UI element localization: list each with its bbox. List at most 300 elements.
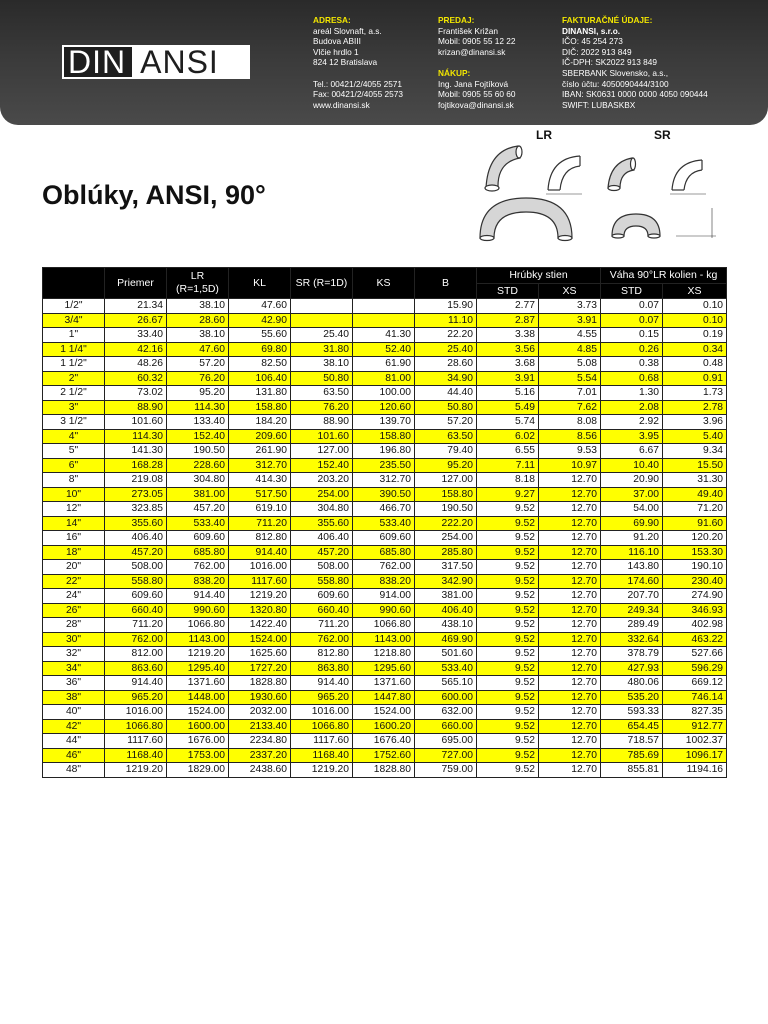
website-link[interactable]: www.dinansi.sk [313,99,370,110]
cell-kg-xs: 0.10 [663,299,727,314]
table-row [43,429,727,444]
col-header-kg-std: STD [601,284,663,299]
table-row [43,705,727,720]
cell-od: 1168.40 [105,748,167,763]
cell-w-std: 9.52 [477,632,539,647]
cell-lr: 133.40 [167,415,229,430]
cell-size: 5" [43,444,105,459]
cell-sr: 152.40 [291,458,353,473]
address-label: ADRESA: [313,15,351,25]
cell-size: 42" [43,719,105,734]
cell-w-std: 9.52 [477,531,539,546]
cell-kg-xs: 527.66 [663,647,727,662]
cell-w-xs: 12.70 [539,589,601,604]
cell-size: 26" [43,603,105,618]
col-header-kg-xs: XS [663,284,727,299]
cell-lr: 38.10 [167,299,229,314]
cell-sr [291,299,353,314]
cell-od: 73.02 [105,386,167,401]
cell-od: 457.20 [105,545,167,560]
cell-lr: 1600.00 [167,719,229,734]
cell-size: 3/4" [43,313,105,328]
cell-kl: 131.80 [229,386,291,401]
table-row [43,719,727,734]
cell-kg-std: 535.20 [601,690,663,705]
table-row [43,516,727,531]
cell-ks: 196.80 [353,444,415,459]
cell-kg-std: 289.49 [601,618,663,633]
cell-od: 88.90 [105,400,167,415]
cell-lr: 57.20 [167,357,229,372]
cell-w-std: 9.52 [477,502,539,517]
cell-sr: 50.80 [291,371,353,386]
header-band [0,0,768,125]
cell-w-std: 9.52 [477,748,539,763]
cell-od: 42.16 [105,342,167,357]
cell-b: 381.00 [415,589,477,604]
cell-lr: 762.00 [167,560,229,575]
elbow-drawing-image [476,128,726,258]
cell-od: 965.20 [105,690,167,705]
address-line: areál Slovnaft, a.s. [313,25,382,36]
cell-lr: 685.80 [167,545,229,560]
billing-line: SBERBANK Slovensko, a.s., [562,67,669,78]
cell-kg-std: 0.07 [601,299,663,314]
table-row [43,342,727,357]
cell-size: 1 1/2" [43,357,105,372]
cell-size: 36" [43,676,105,691]
cell-kg-xs: 912.77 [663,719,727,734]
cell-kl: 42.90 [229,313,291,328]
cell-w-xs: 12.70 [539,531,601,546]
cell-sr: 812.80 [291,647,353,662]
cell-w-std: 5.74 [477,415,539,430]
cell-kl: 414.30 [229,473,291,488]
cell-kl: 1117.60 [229,574,291,589]
cell-kl: 1219.20 [229,589,291,604]
cell-lr: 152.40 [167,429,229,444]
cell-w-std: 9.52 [477,661,539,676]
cell-w-xs: 12.70 [539,676,601,691]
table-row [43,487,727,502]
cell-od: 508.00 [105,560,167,575]
cell-ks: 61.90 [353,357,415,372]
billing-line: DIČ: 2022 913 849 [562,46,632,57]
cell-lr: 1524.00 [167,705,229,720]
cell-size: 1 1/4" [43,342,105,357]
cell-lr: 95.20 [167,386,229,401]
cell-lr: 990.60 [167,603,229,618]
cell-b: 127.00 [415,473,477,488]
cell-kg-xs: 0.19 [663,328,727,343]
cell-size: 16" [43,531,105,546]
cell-kl: 47.60 [229,299,291,314]
cell-kg-xs: 153.30 [663,545,727,560]
cell-w-xs: 12.70 [539,603,601,618]
cell-kl: 106.40 [229,371,291,386]
table-row [43,415,727,430]
cell-w-std: 9.52 [477,705,539,720]
cell-b: 222.20 [415,516,477,531]
cell-size: 32" [43,647,105,662]
billing-line: IČO: 45 254 273 [562,36,623,47]
table-row [43,357,727,372]
cell-w-std: 3.91 [477,371,539,386]
cell-kl: 69.80 [229,342,291,357]
cell-od: 33.40 [105,328,167,343]
cell-w-std: 2.77 [477,299,539,314]
billing-line: IBAN: SK0631 0000 0000 4050 090444 [562,89,708,100]
cell-od: 48.26 [105,357,167,372]
cell-w-xs: 12.70 [539,719,601,734]
cell-sr: 31.80 [291,342,353,357]
cell-sr: 1066.80 [291,719,353,734]
cell-kg-std: 69.90 [601,516,663,531]
purchase-email[interactable]: fojtikova@dinansi.sk [438,99,514,110]
cell-sr: 609.60 [291,589,353,604]
cell-w-xs: 12.70 [539,487,601,502]
cell-ks: 1143.00 [353,632,415,647]
cell-kg-xs: 669.12 [663,676,727,691]
cell-size: 2 1/2" [43,386,105,401]
cell-kg-xs: 31.30 [663,473,727,488]
cell-od: 355.60 [105,516,167,531]
cell-kl: 209.60 [229,429,291,444]
cell-lr: 914.40 [167,589,229,604]
lr-drawing-label: LR [536,128,552,142]
cell-kg-xs: 0.91 [663,371,727,386]
cell-kg-xs: 402.98 [663,618,727,633]
cell-kl: 812.80 [229,531,291,546]
cell-w-std: 9.52 [477,676,539,691]
col-group-wall: Hrúbky stien [477,268,601,284]
cell-od: 1219.20 [105,763,167,778]
cell-kg-std: 207.70 [601,589,663,604]
cell-kg-std: 20.90 [601,473,663,488]
cell-w-xs: 3.91 [539,313,601,328]
cell-size: 30" [43,632,105,647]
cell-kg-std: 3.95 [601,429,663,444]
cell-kl: 619.10 [229,502,291,517]
cell-kl: 158.80 [229,400,291,415]
cell-od: 323.85 [105,502,167,517]
col-header-wall-xs: XS [539,284,601,299]
col-header-b: B [415,268,477,299]
cell-lr: 381.00 [167,487,229,502]
cell-sr: 25.40 [291,328,353,343]
cell-kg-std: 1.30 [601,386,663,401]
cell-ks: 52.40 [353,342,415,357]
cell-kg-std: 332.64 [601,632,663,647]
cell-w-std: 7.11 [477,458,539,473]
cell-b: 632.00 [415,705,477,720]
cell-kl: 2133.40 [229,719,291,734]
cell-sr: 88.90 [291,415,353,430]
cell-kl: 1320.80 [229,603,291,618]
cell-kg-std: 654.45 [601,719,663,734]
table-row [43,632,727,647]
cell-ks: 100.00 [353,386,415,401]
cell-kl: 711.20 [229,516,291,531]
cell-w-std: 6.55 [477,444,539,459]
cell-od: 21.34 [105,299,167,314]
cell-ks: 158.80 [353,429,415,444]
cell-size: 46" [43,748,105,763]
cell-b: 158.80 [415,487,477,502]
cell-od: 558.80 [105,574,167,589]
cell-b: 759.00 [415,763,477,778]
cell-b: 25.40 [415,342,477,357]
billing-line: DINANSI, s.r.o. [562,25,621,36]
cell-od: 60.32 [105,371,167,386]
cell-od: 1066.80 [105,719,167,734]
cell-size: 8" [43,473,105,488]
cell-lr: 1295.40 [167,661,229,676]
cell-kg-std: 54.00 [601,502,663,517]
purchase-line: Ing. Jana Fojtíková [438,78,509,89]
cell-b: 660.00 [415,719,477,734]
cell-sr [291,313,353,328]
cell-lr: 609.60 [167,531,229,546]
cell-lr: 76.20 [167,371,229,386]
purchase-line: Mobil: 0905 55 60 60 [438,89,516,100]
cell-kg-std: 2.08 [601,400,663,415]
cell-kg-std: 855.81 [601,763,663,778]
cell-sr: 965.20 [291,690,353,705]
cell-kl: 312.70 [229,458,291,473]
cell-w-xs: 12.70 [539,763,601,778]
cell-w-xs: 5.08 [539,357,601,372]
cell-kl: 1016.00 [229,560,291,575]
col-header-size [43,268,105,299]
cell-w-xs: 3.73 [539,299,601,314]
cell-w-xs: 8.08 [539,415,601,430]
cell-od: 812.00 [105,647,167,662]
cell-w-xs: 12.70 [539,574,601,589]
cell-ks: 1828.80 [353,763,415,778]
cell-w-xs: 12.70 [539,647,601,662]
cell-od: 660.40 [105,603,167,618]
cell-lr: 38.10 [167,328,229,343]
cell-b: 57.20 [415,415,477,430]
cell-w-std: 5.49 [477,400,539,415]
cell-ks: 1218.80 [353,647,415,662]
fax-text: Fax: 00421/2/4055 2573 [313,89,403,100]
cell-lr: 838.20 [167,574,229,589]
cell-lr: 1829.00 [167,763,229,778]
cell-w-std: 9.52 [477,589,539,604]
cell-kg-xs: 1002.37 [663,734,727,749]
cell-sr: 127.00 [291,444,353,459]
cell-w-xs: 12.70 [539,705,601,720]
cell-od: 26.67 [105,313,167,328]
cell-w-xs: 5.54 [539,371,601,386]
cell-lr: 1753.00 [167,748,229,763]
cell-kg-std: 0.15 [601,328,663,343]
cell-kg-xs: 120.20 [663,531,727,546]
cell-kg-xs: 463.22 [663,632,727,647]
cell-kg-xs: 5.40 [663,429,727,444]
cell-kl: 1727.20 [229,661,291,676]
cell-ks: 762.00 [353,560,415,575]
table-row [43,313,727,328]
cell-kg-xs: 71.20 [663,502,727,517]
cell-w-xs: 12.70 [539,473,601,488]
cell-size: 22" [43,574,105,589]
cell-ks: 1447.80 [353,690,415,705]
cell-b: 79.40 [415,444,477,459]
cell-w-std: 3.38 [477,328,539,343]
cell-kl: 2032.00 [229,705,291,720]
cell-kg-std: 116.10 [601,545,663,560]
cell-w-std: 9.52 [477,560,539,575]
cell-sr: 1219.20 [291,763,353,778]
cell-w-xs: 12.70 [539,734,601,749]
cell-size: 10" [43,487,105,502]
table-row [43,603,727,618]
table-row [43,574,727,589]
cell-sr: 63.50 [291,386,353,401]
cell-b: 695.00 [415,734,477,749]
cell-sr: 101.60 [291,429,353,444]
table-row [43,531,727,546]
cell-b: 285.80 [415,545,477,560]
table-row [43,458,727,473]
cell-w-xs: 4.55 [539,328,601,343]
table-row [43,618,727,633]
cell-ks: 466.70 [353,502,415,517]
table-row [43,299,727,314]
cell-lr: 1448.00 [167,690,229,705]
cell-kl: 2234.80 [229,734,291,749]
cell-lr: 457.20 [167,502,229,517]
spec-table-body [43,299,727,778]
cell-ks: 1066.80 [353,618,415,633]
cell-w-xs: 9.53 [539,444,601,459]
cell-size: 6" [43,458,105,473]
cell-b: 600.00 [415,690,477,705]
cell-kg-xs: 1.73 [663,386,727,401]
cell-lr: 1676.00 [167,734,229,749]
cell-sr: 1168.40 [291,748,353,763]
cell-sr: 406.40 [291,531,353,546]
cell-w-std: 9.52 [477,574,539,589]
cell-b: 50.80 [415,400,477,415]
cell-kl: 184.20 [229,415,291,430]
cell-kl: 55.60 [229,328,291,343]
cell-kg-xs: 9.34 [663,444,727,459]
cell-ks: 390.50 [353,487,415,502]
cell-w-std: 9.52 [477,690,539,705]
cell-kl: 2438.60 [229,763,291,778]
cell-ks [353,313,415,328]
cell-w-std: 9.52 [477,647,539,662]
cell-size: 28" [43,618,105,633]
cell-sr: 304.80 [291,502,353,517]
cell-w-std: 2.87 [477,313,539,328]
cell-ks: 990.60 [353,603,415,618]
cell-sr: 457.20 [291,545,353,560]
cell-lr: 533.40 [167,516,229,531]
cell-kg-std: 174.60 [601,574,663,589]
col-header-wall-std: STD [477,284,539,299]
cell-kg-std: 480.06 [601,676,663,691]
cell-b: 533.40 [415,661,477,676]
logo-din: DIN [62,45,134,79]
cell-ks: 533.40 [353,516,415,531]
cell-kg-xs: 15.50 [663,458,727,473]
cell-w-xs: 12.70 [539,560,601,575]
table-row [43,371,727,386]
cell-kg-xs: 1194.16 [663,763,727,778]
table-row [43,560,727,575]
cell-kg-xs: 0.34 [663,342,727,357]
cell-kg-std: 6.67 [601,444,663,459]
cell-size: 14" [43,516,105,531]
cell-size: 34" [43,661,105,676]
cell-ks: 1600.20 [353,719,415,734]
cell-kg-std: 0.07 [601,313,663,328]
cell-kg-std: 249.34 [601,603,663,618]
cell-size: 1/2" [43,299,105,314]
cell-b: 34.90 [415,371,477,386]
cell-w-xs: 12.70 [539,690,601,705]
billing-line: číslo účtu: 4050090444/3100 [562,78,669,89]
cell-kg-xs: 91.60 [663,516,727,531]
address-block [313,15,403,110]
cell-lr: 1219.20 [167,647,229,662]
cell-kl: 1625.60 [229,647,291,662]
table-row [43,444,727,459]
table-row [43,386,727,401]
cell-sr: 38.10 [291,357,353,372]
table-row [43,400,727,415]
cell-w-std: 9.52 [477,618,539,633]
cell-kl: 2337.20 [229,748,291,763]
cell-sr: 863.80 [291,661,353,676]
cell-od: 101.60 [105,415,167,430]
cell-kg-std: 10.40 [601,458,663,473]
cell-ks: 139.70 [353,415,415,430]
cell-kg-std: 143.80 [601,560,663,575]
cell-kl: 82.50 [229,357,291,372]
table-row [43,589,727,604]
col-header-od: Priemer [105,268,167,299]
col-header-lr: LR (R=1,5D) [167,268,229,299]
cell-kg-xs: 0.10 [663,313,727,328]
cell-b: 565.10 [415,676,477,691]
cell-kg-std: 718.57 [601,734,663,749]
cell-od: 406.40 [105,531,167,546]
cell-lr: 1143.00 [167,632,229,647]
cell-od: 711.20 [105,618,167,633]
cell-size: 12" [43,502,105,517]
cell-size: 38" [43,690,105,705]
cell-sr: 711.20 [291,618,353,633]
cell-kg-std: 37.00 [601,487,663,502]
table-row [43,473,727,488]
cell-od: 273.05 [105,487,167,502]
cell-w-std: 9.52 [477,763,539,778]
cell-kg-xs: 190.10 [663,560,727,575]
cell-od: 762.00 [105,632,167,647]
cell-kg-std: 593.33 [601,705,663,720]
billing-block [562,15,708,110]
cell-w-xs: 12.70 [539,545,601,560]
phone-text: Tel.: 00421/2/4055 2571 [313,78,403,89]
sales-email[interactable]: krizan@dinansi.sk [438,46,506,57]
cell-lr: 228.60 [167,458,229,473]
